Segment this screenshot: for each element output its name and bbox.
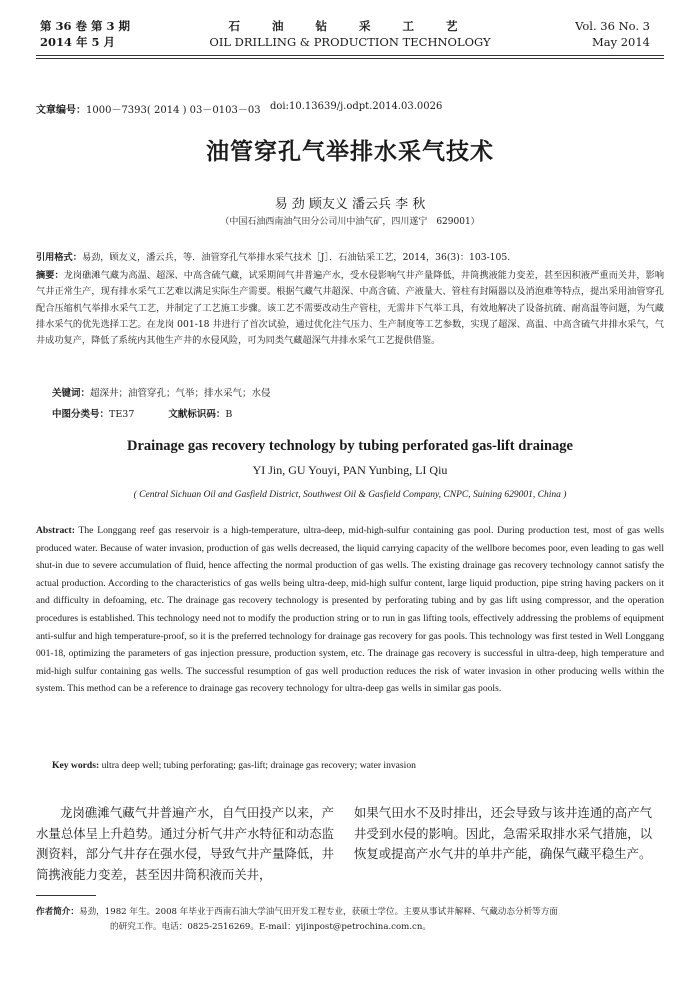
header-rule-top: [36, 55, 664, 56]
header-rule-bottom: [36, 58, 664, 59]
keywords-cn: [52, 385, 271, 399]
authors-en: YI Jin, GU Youyi, PAN Yunbing, LI Qiu: [252, 463, 448, 477]
volume-en: Vol. 36 No. 3: [575, 19, 650, 33]
abstract-cn-text: 龙岗礁滩气藏为高温、超深、中高含硫气藏，试采期间气井普遍产水，受水侵影响气井产量降低，井筒携液能力变差，甚至因积液严重而关井，影响气井正常生产，现有排水采气工艺难以满足实际生产需要。根据气藏气井超深、中高含硫、产液量大、管柱有封隔器以及消泡难等特点，提出采用油管穿孔配合压缩机气举排水采气工艺，并制定了工艺施工步骤。该工艺不需要改动生产管柱，无需井下气举工具，有效地解决了设备抗硫、耐高温等问题，为气藏排水采气的优先选择工艺。在龙岗 001-18 井进行了首次试验，通过优化注气压力、生产制度等工艺参数，实现了超深、高温、中高含硫气井排水采气，气井成功复产，降低了系统内其他生产井的水侵风险，可为同类气藏超深气井排水采气工艺提供借鉴。: [36, 270, 665, 347]
article-number-value: 1000－7393( 2014 ) 03－0103－03: [86, 105, 261, 116]
volume-cn: 第 36 卷 第 3 期: [40, 19, 131, 33]
keywords-cn-text: 超深井；油管穿孔；气举；排水采气；水侵: [90, 388, 271, 399]
keywords-cn-label: 关键词：: [52, 388, 91, 399]
affiliation-en: ( Central Sichuan Oil and Gasfield District, Southwest Oil & Gasfield Company, CNPC, Suining 629001, China ): [133, 490, 567, 500]
article-number-label: 文章编号：: [36, 105, 86, 116]
doc-code-label: 文献标识码：: [168, 409, 226, 420]
citation-label: 引用格式：: [36, 252, 82, 263]
citation-text: 易劲，顾友义，潘云兵，等．油管穿孔气举排水采气技术［J］．石油钻采工艺，2014，36(3)：103-105.: [81, 252, 511, 263]
keywords-en: [52, 760, 416, 771]
doc-code-value: B: [225, 409, 233, 420]
classification: [52, 406, 232, 420]
footnote-rule: [36, 895, 96, 896]
author-footnote: [36, 905, 664, 935]
clc-value: TE37: [109, 409, 135, 420]
abstract-cn-label: 摘要：: [36, 270, 64, 281]
journal-issue-en: [575, 18, 650, 50]
journal-name-cn: 石 油 钻 采 工 艺: [228, 19, 472, 33]
body-column-right: 如果气田水不及时排出，还会导致与该井连通的高产气井受到水侵的影响。因此，急需采取排水采气措施，以恢复或提高产水气井的单井产能，确保气藏平稳生产。: [354, 805, 652, 861]
footnote-label: 作者简介：: [36, 907, 79, 917]
journal-name-en: OIL DRILLING & PRODUCTION TECHNOLOGY: [209, 35, 491, 49]
footnote-line-1: 易劲，1982 年生。2008 年毕业于西南石油大学油气田开发工程专业，获硕士学位。主要从事试井解释、气藏动态分析等方面: [78, 907, 558, 917]
abstract-en: [36, 522, 664, 698]
keywords-en-text: ultra deep well; tubing perforating; gas-lift; drainage gas recovery; water invasion: [101, 760, 416, 771]
doi: doi:10.13639/j.odpt.2014.03.0026: [270, 101, 443, 112]
authors-cn: 易 劲 顾友义 潘云兵 李 秋: [274, 197, 426, 212]
date-cn: 2014 年 5 月: [40, 35, 116, 49]
article-number: [36, 101, 261, 116]
abstract-en-text: The Longgang reef gas reservoir is a high-temperature, ultra-deep, mid-high-sulfur containing gas pool. During production test, most of gas wells produced water. Because of water invasion, production of gas wells decreased, the liquid carrying capacity of the wellbore becomes poor, even leading to gas well shut-in due to severe accumulation of fluid, hence affecting the normal production of gas wells. The existing drainage gas recovery technology cannot satisfy the actual production. According to the characteristics of gas wells being ultra-deep, mid-high sulfur content, large liquid production, pipe string having packers on it and difficulty in defoaming, etc. The drainage gas recovery technology is presented by perforating tubing and by gas lift using compressor, and the operation procedures is established. This technology need not to modify the production string or to run in gas lifting tools, effectively addressing the problems of equipment anti-sulfur and high temperature-proof, so it is the preferred technology for drainage gas recovery for gas pools. This technology was first tested in Well Longgang 001-18, optimizing the parameters of gas injection pressure, production system, etc. The drainage gas recovery is successful in ultra-deep, high temperature and mid-high sulfur containing gas wells. The successful resumption of gas well production reduces the risk of water invasion in other producing wells within the system. This method can be a reference to drainage gas recovery technology for ultra-deep gas wells in similar gas pools.: [36, 525, 664, 695]
abstract-en-label: Abstract:: [36, 525, 75, 536]
title-en: Drainage gas recovery technology by tubing perforated gas-lift drainage: [127, 438, 573, 454]
date-en: May 2014: [591, 35, 650, 49]
clc-label: 中图分类号：: [52, 409, 110, 420]
journal-issue-cn: [40, 18, 130, 50]
keywords-en-label: Key words:: [52, 760, 100, 771]
body-column-left: 龙岗礁滩气藏气井普遍产水，自气田投产以来，产水量总体呈上升趋势。通过分析气井产水特征和动态监测资料，部分气井存在强水侵，导致气井产量降低，井筒携液能力变差，甚至因井筒积液而关井，: [36, 805, 334, 882]
footnote-line-2: 的研究工作。电话：0825-2516269。E-mail：yijinpost@petrochina.com.cn。: [110, 922, 431, 932]
journal-name: [180, 18, 520, 50]
citation: [36, 250, 664, 265]
affiliation-cn: （中国石油西南油气田分公司川中油气矿，四川遂宁 629001）: [220, 217, 480, 227]
abstract-cn: [36, 268, 664, 349]
title-cn: 油管穿孔气举排水采气技术: [206, 139, 494, 165]
